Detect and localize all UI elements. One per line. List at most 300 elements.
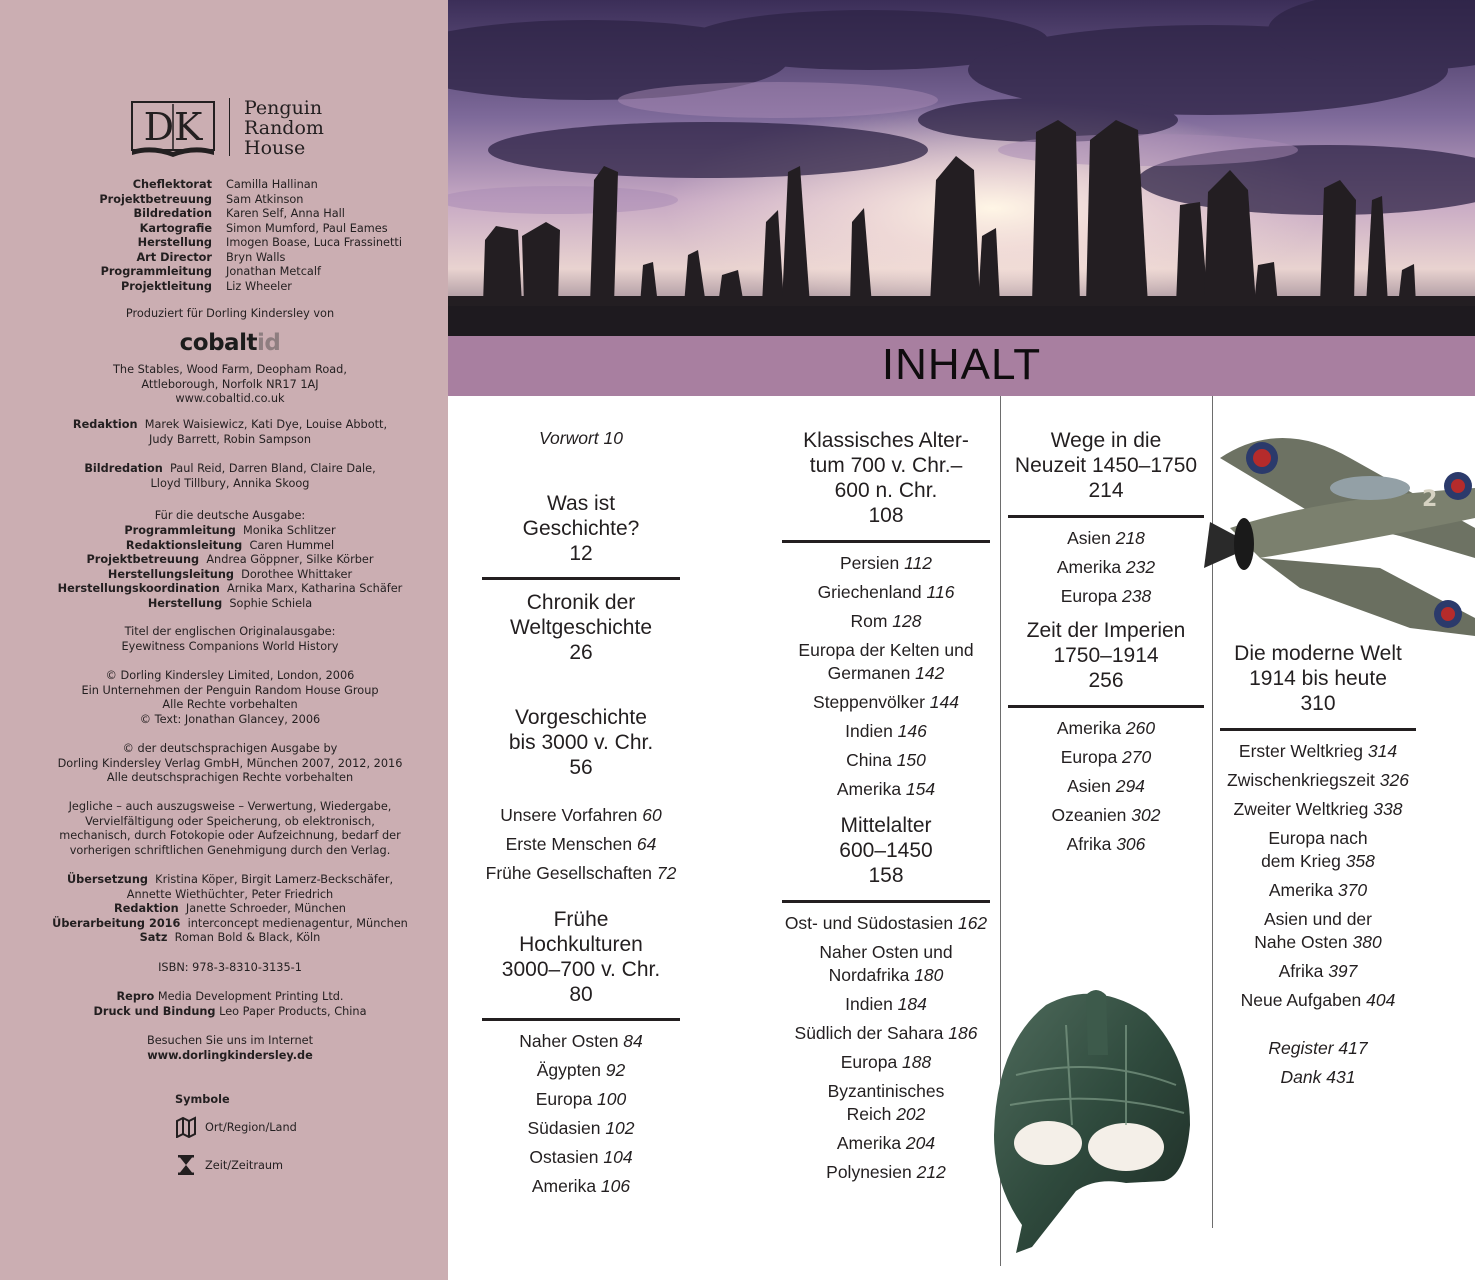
credit-role: Herstellungskoordination — [57, 582, 220, 595]
entry-title: Persien — [839, 553, 905, 573]
entry-title: Europa — [1060, 747, 1123, 767]
toc-entry[interactable] — [782, 778, 990, 801]
toc-entry[interactable] — [1220, 769, 1416, 792]
symbol-label: Zeit/Zeitraum — [205, 1158, 284, 1172]
section-title-line: Zeit der Imperien — [1026, 619, 1186, 642]
toc-section-mittelalter[interactable] — [782, 813, 990, 888]
entry-title: Byzantinisches — [827, 1081, 945, 1101]
toc-entry[interactable] — [782, 749, 990, 772]
entry-title: Steppenvölker — [813, 692, 930, 712]
section-rule — [1008, 515, 1204, 518]
entry-page: 180 — [914, 965, 944, 985]
credit-row — [0, 207, 448, 222]
entry-page: 302 — [1131, 805, 1161, 825]
copyright-line: Dorling Kindersley Verlag GmbH, München 2007, 2012, 2016 — [57, 756, 403, 770]
redaktion-names: Judy Barrett, Robin Sampson — [149, 432, 311, 446]
credit-name: interconcept medienagentur, München — [187, 916, 408, 930]
entry-title: Amerika — [1268, 880, 1338, 900]
symbol-map — [175, 1116, 297, 1138]
entry-page: 238 — [1122, 586, 1152, 606]
entry-title: Ostasien — [529, 1147, 604, 1167]
credit-name: Bryn Walls — [226, 250, 286, 264]
entry-page: 404 — [1366, 990, 1396, 1010]
toc-entry[interactable] — [1008, 585, 1204, 608]
section-title-line: Frühe — [553, 908, 609, 931]
entry-title: Reich — [846, 1104, 897, 1124]
section-title-line: tum 700 v. Chr.– — [809, 454, 963, 477]
toc-entry[interactable] — [482, 804, 680, 827]
section-title-line: Neuzeit 1450–1750 — [1014, 454, 1198, 477]
website-link[interactable]: www.dorlingkindersley.de — [147, 1048, 313, 1062]
credit-name: Monika Schlitzer — [243, 524, 336, 537]
bildredation-label: Bildredation — [84, 462, 163, 475]
entry-page: 146 — [897, 721, 927, 741]
toc-section-fruehe-hochkulturen[interactable] — [482, 907, 680, 1007]
entry-page: 100 — [597, 1089, 627, 1109]
logo-divider — [229, 98, 230, 156]
credit-role: Herstellung — [137, 236, 212, 249]
toc-entry[interactable] — [782, 1080, 990, 1126]
cobalt-address — [40, 363, 420, 407]
bildredation-names: Lloyd Tillbury, Annika Skoog — [150, 476, 310, 490]
toc-column-1 — [482, 428, 680, 1204]
section-title-line: Vorgeschichte — [515, 706, 647, 729]
hourglass-icon — [175, 1154, 197, 1176]
entry-page: 142 — [915, 663, 945, 683]
credit-role: Programmleitung — [100, 265, 212, 278]
visit-text: Besuchen Sie uns im Internet — [146, 1034, 314, 1047]
toc-entry[interactable] — [782, 552, 990, 575]
credit-name: Janette Schroeder, München — [185, 902, 346, 915]
toc-entry[interactable] — [1008, 833, 1204, 856]
entry-page: 184 — [897, 994, 927, 1014]
credit-role: Überarbeitung 2016 — [52, 916, 181, 930]
entry-title: Zweiter Weltkrieg — [1233, 799, 1374, 819]
toc-entry[interactable] — [782, 581, 990, 604]
entries-fruehe-hochkulturen — [482, 1030, 680, 1198]
entry-title: Ost- und Südostasien — [784, 913, 958, 933]
entry-title: Amerika — [836, 779, 906, 799]
toc-entry[interactable] — [1008, 527, 1204, 550]
symbol-hourglass — [175, 1154, 283, 1176]
toc-entry[interactable] — [482, 1088, 680, 1111]
toc-entry[interactable] — [782, 993, 990, 1016]
address-url: www.cobaltid.co.uk — [175, 392, 285, 405]
entry-page: 150 — [896, 750, 926, 770]
credit-role: Redaktion — [114, 902, 179, 915]
credit-role: Herstellung — [147, 596, 223, 610]
credit-name: Arnika Marx, Katharina Schäfer — [226, 582, 403, 595]
entry-page: 102 — [605, 1118, 635, 1138]
credit-name: Dorothee Whittaker — [241, 567, 353, 581]
entry-title: Ägypten — [536, 1060, 606, 1080]
copyright-line: © der deutschsprachigen Ausgabe by — [122, 742, 338, 755]
produced-for: Produziert für Dorling Kindersley von — [125, 307, 335, 320]
toc-section-vorgeschichte[interactable] — [482, 705, 680, 780]
credit-row — [0, 280, 448, 295]
entry-title: Unsere Vorfahren — [500, 805, 643, 825]
copyright-line: Alle deutschsprachigen Rechte vorbehalten — [106, 771, 354, 784]
credit-role: Projektleitung — [120, 279, 212, 293]
entry-page: 144 — [929, 692, 959, 712]
entry-title: Europa der Kelten und — [798, 640, 974, 660]
repro-label: Repro — [116, 990, 155, 1003]
section-title-line: Geschichte? — [522, 517, 640, 540]
section-title-line: Hochkulturen — [519, 933, 643, 956]
entry-title: Griechenland — [817, 582, 927, 602]
prh-line-3: House — [244, 137, 306, 159]
copyright-line: Ein Unternehmen der Penguin Random House Group — [81, 683, 379, 697]
toc-entry[interactable] — [482, 833, 680, 856]
aircraft-marking: 2 — [1422, 487, 1438, 512]
section-page: 56 — [569, 756, 593, 779]
redaktion-names: Marek Waisiewicz, Kati Dye, Louise Abbott, — [144, 418, 388, 431]
entry-page: 162 — [957, 913, 988, 933]
cobalt-wordmark: cobalt — [179, 330, 257, 356]
section-page: 80 — [569, 983, 593, 1006]
entry-page: 338 — [1373, 799, 1403, 819]
toc-entry[interactable] — [482, 1030, 680, 1053]
entry-title: Ozeanien — [1051, 805, 1132, 825]
entry-title: Indien — [845, 994, 898, 1014]
entry-page: 326 — [1379, 770, 1409, 790]
entry-page: 154 — [905, 779, 936, 799]
contents-banner — [448, 336, 1475, 396]
credit-role: Projektbetreuung — [86, 553, 200, 566]
credit-row — [40, 917, 420, 932]
section-title-line: Weltgeschichte — [509, 616, 653, 639]
original-title — [40, 625, 420, 654]
german-credits — [40, 524, 420, 611]
entry-page: 112 — [904, 553, 933, 573]
uk-credits — [0, 178, 448, 294]
printing-credits — [40, 990, 420, 1019]
copyright-line: Alle Rechte vorbehalten — [162, 698, 298, 711]
credit-name: Karen Self, Anna Hall — [226, 207, 345, 220]
entry-title: Europa — [535, 1089, 598, 1109]
imprint-column — [0, 0, 448, 1280]
print-name: Leo Paper Products, China — [219, 1004, 367, 1018]
section-title-line: Klassisches Alter- — [803, 429, 969, 452]
toc-entry[interactable] — [1220, 879, 1416, 902]
entry-title: Indien — [845, 721, 898, 741]
entry-title: Neue Aufgaben — [1240, 990, 1367, 1010]
toc-section-wege-in-die-neuzeit[interactable] — [1008, 428, 1204, 503]
section-title-line: 3000–700 v. Chr. — [501, 958, 661, 981]
credit-name: Jonathan Metcalf — [226, 265, 321, 278]
entries-moderne-welt — [1220, 740, 1416, 1012]
section-rule — [1220, 728, 1416, 731]
entry-title: Europa nach — [1268, 828, 1368, 848]
entry-title: Asien — [1067, 776, 1116, 796]
entry-page: 202 — [896, 1104, 926, 1124]
toc-section-chronik[interactable] — [482, 590, 680, 665]
entry-title: Nahe Osten — [1254, 932, 1353, 952]
legal-line: Jegliche – auch auszugsweise – Verwertung, Wiedergabe, — [68, 800, 392, 813]
entries-zeit-der-imperien — [1008, 717, 1204, 856]
copyright-uk — [40, 669, 420, 727]
prh-line-2: Random — [244, 117, 324, 139]
entry-page: 188 — [902, 1052, 932, 1072]
entry-title: Erster Weltkrieg — [1238, 741, 1368, 761]
credit-name: Liz Wheeler — [226, 279, 292, 293]
entry-page: 218 — [1115, 528, 1145, 548]
cobaltid-logo — [0, 330, 460, 356]
credit-name: Sam Atkinson — [226, 192, 304, 206]
toc-register[interactable]: Register 417 — [1268, 1038, 1368, 1058]
entry-title: Europa — [1060, 586, 1123, 606]
contents-title: INHALT — [881, 340, 1042, 389]
copyright-line: © Dorling Kindersley Limited, London, 2006 — [105, 669, 355, 682]
credit-row — [40, 888, 420, 903]
section-page: 108 — [868, 504, 904, 527]
entry-page: 92 — [605, 1060, 626, 1080]
credit-name: Kristina Köper, Birgit Lamerz-Beckschäfer, — [155, 873, 394, 886]
helmet-illustration — [976, 985, 1206, 1253]
toc-dank[interactable]: Dank 431 — [1280, 1067, 1356, 1087]
address-line: The Stables, Wood Farm, Deopham Road, — [113, 363, 347, 376]
entry-title: Amerika — [1056, 557, 1126, 577]
toc-entry[interactable] — [482, 862, 680, 885]
entry-page: 380 — [1352, 932, 1382, 952]
section-title-line: Chronik der — [526, 591, 636, 614]
toc-section-zeit-der-imperien[interactable] — [1008, 618, 1204, 693]
dk-letters: DK — [143, 105, 203, 149]
credit-row — [40, 931, 420, 946]
entry-page: 314 — [1367, 741, 1398, 761]
toc-entry[interactable] — [1220, 740, 1416, 763]
address-line: Attleborough, Norfolk NR17 1AJ — [141, 377, 319, 391]
toc-entry[interactable] — [1008, 775, 1204, 798]
toc-entry[interactable] — [782, 639, 990, 685]
toc-entry[interactable] — [1008, 804, 1204, 827]
credit-row — [40, 902, 420, 917]
publisher-logo — [130, 98, 360, 160]
credit-name: Simon Mumford, Paul Eames — [226, 221, 388, 235]
entry-title: Amerika — [531, 1176, 601, 1196]
standing-stones-photo — [448, 0, 1475, 336]
entry-title: Erste Menschen — [505, 834, 637, 854]
entry-title: dem Krieg — [1261, 851, 1346, 871]
entry-title: Asien und der — [1264, 909, 1372, 929]
credit-row — [0, 178, 448, 193]
toc-entry[interactable] — [1220, 989, 1416, 1012]
entry-page: 358 — [1345, 851, 1375, 871]
entry-title: Rom — [850, 611, 893, 631]
entry-title: Südlich der Sahara — [794, 1023, 949, 1043]
credit-role: Programmleitung — [124, 524, 236, 537]
toc-entry[interactable] — [1220, 827, 1416, 873]
toc-entry[interactable] — [782, 941, 990, 987]
section-title-line: 1914 bis heute — [1249, 667, 1387, 690]
section-title-line: Die moderne Welt — [1234, 642, 1402, 665]
isbn: ISBN: 978-3-8310-3135-1 — [158, 961, 302, 974]
entry-page: 397 — [1328, 961, 1358, 981]
toc-vorwort[interactable]: Vorwort 10 — [539, 428, 623, 448]
toc-entry[interactable] — [782, 1022, 990, 1045]
penguin-random-house-wordmark — [244, 98, 324, 158]
legal-line: Vervielfältigung oder Speicherung, ob elektronisch, — [85, 814, 375, 828]
entry-page: 116 — [926, 582, 955, 602]
entry-title: Polynesien — [826, 1162, 917, 1182]
credit-role: Satz — [139, 931, 168, 944]
credit-name: Roman Bold & Black, Köln — [174, 931, 321, 944]
credit-name: Sophie Schiela — [229, 596, 313, 610]
credit-row — [40, 568, 420, 583]
entry-title: Nordafrika — [828, 965, 915, 985]
credit-role: Kartografie — [139, 221, 212, 235]
bildredation-names: Paul Reid, Darren Bland, Claire Dale, — [169, 462, 376, 475]
entry-page: 294 — [1115, 776, 1145, 796]
section-title-line: Was ist — [546, 492, 616, 515]
entry-title: Amerika — [1056, 718, 1126, 738]
entry-title: Afrika — [1066, 834, 1117, 854]
toc-entry[interactable] — [482, 1146, 680, 1169]
entry-title: Zwischenkriegszeit — [1227, 770, 1380, 790]
entries-vorgeschichte — [482, 804, 680, 885]
entry-title: Frühe Gesellschaften — [485, 863, 657, 883]
copyright-de — [40, 742, 420, 786]
section-page: 26 — [569, 641, 593, 664]
toc-entry[interactable] — [1008, 746, 1204, 769]
repro-name: Media Development Printing Ltd. — [157, 990, 344, 1003]
entry-title: Europa — [840, 1052, 903, 1072]
section-rule — [482, 1018, 680, 1021]
toc-entry[interactable] — [782, 720, 990, 743]
toc-column-4 — [1220, 641, 1416, 1088]
toc-entry[interactable] — [782, 1132, 990, 1155]
toc-entry[interactable] — [482, 1117, 680, 1140]
legal-notice — [40, 800, 420, 858]
credit-row — [0, 222, 448, 237]
credit-row — [0, 193, 448, 208]
section-title-line: Mittelalter — [840, 814, 932, 837]
credit-role: Cheflektorat — [132, 178, 212, 191]
prh-line-1: Penguin — [244, 97, 323, 119]
credit-row — [40, 539, 420, 554]
toc-entry[interactable] — [1008, 717, 1204, 740]
legal-line: mechanisch, durch Fotokopie oder Aufzeichnung, bedarf der — [59, 829, 401, 842]
id-wordmark: id — [256, 330, 281, 356]
symbol-label: Ort/Region/Land — [205, 1120, 297, 1134]
section-title-line: 600 n. Chr. — [834, 479, 938, 502]
toc-section-was-ist-geschichte[interactable] — [482, 491, 680, 566]
section-rule — [782, 900, 990, 903]
section-rule — [782, 540, 990, 543]
toc-column-2 — [782, 428, 990, 1190]
spitfire-illustration — [1200, 418, 1475, 636]
entry-title: Germanen — [827, 663, 916, 683]
original-title-line: Titel der englischen Originalausgabe: — [124, 625, 336, 638]
entry-title: Naher Osten — [519, 1031, 624, 1051]
entry-page: 260 — [1125, 718, 1156, 738]
credit-role: Bildredation — [133, 207, 212, 220]
section-rule — [482, 577, 680, 580]
entry-page: 270 — [1122, 747, 1152, 767]
toc-entry[interactable] — [482, 1175, 680, 1198]
toc-entry[interactable] — [1220, 908, 1416, 954]
section-page: 12 — [569, 542, 593, 565]
credit-row — [40, 524, 420, 539]
section-title-line: 1750–1914 — [1053, 644, 1159, 667]
credit-name: Imogen Boase, Luca Frassinetti — [226, 236, 402, 249]
entry-page: 212 — [916, 1162, 946, 1182]
entry-page: 106 — [600, 1176, 631, 1196]
entry-title: China — [846, 750, 897, 770]
credit-role: Herstellungsleitung — [107, 567, 234, 581]
entries-wege-in-die-neuzeit — [1008, 527, 1204, 608]
credit-row — [40, 873, 420, 888]
website-block — [40, 1034, 420, 1063]
toc-entry[interactable] — [782, 912, 990, 935]
entry-title: Naher Osten und — [819, 942, 953, 962]
toc-entry[interactable] — [1220, 798, 1416, 821]
toc-entry[interactable] — [782, 691, 990, 714]
credit-role: Redaktionsleitung — [125, 538, 243, 552]
credit-row — [0, 265, 448, 280]
credit-role: Art Director — [136, 250, 212, 264]
legal-line: vorherigen schriftlichen Genehmigung durch den Verlag. — [69, 843, 391, 857]
toc-column-3 — [1008, 428, 1204, 862]
entry-page: 84 — [623, 1031, 643, 1051]
entry-page: 232 — [1125, 557, 1156, 577]
dk-book-icon — [130, 98, 216, 158]
section-page: 256 — [1088, 669, 1124, 692]
redaktion-credit — [40, 418, 420, 447]
credit-name: Caren Hummel — [249, 538, 335, 552]
toc-entry[interactable] — [1008, 556, 1204, 579]
credit-name: Camilla Hallinan — [226, 178, 318, 191]
entry-page: 128 — [892, 611, 922, 631]
section-page: 158 — [868, 864, 904, 887]
entry-title: Asien — [1067, 528, 1116, 548]
section-rule — [1008, 705, 1204, 708]
credit-role: Übersetzung — [66, 873, 148, 886]
toc-entry[interactable] — [782, 610, 990, 633]
toc-entry[interactable] — [782, 1161, 990, 1184]
entry-page: 64 — [636, 834, 657, 854]
redaktion-label: Redaktion — [72, 418, 138, 431]
print-label: Druck und Bindung — [93, 1004, 216, 1018]
translation-credits — [40, 873, 420, 946]
toc-section-klassisches-altertum[interactable] — [782, 428, 990, 528]
section-title-line: bis 3000 v. Chr. — [508, 731, 654, 754]
german-edition-label: Für die deutsche Ausgabe: — [154, 509, 306, 522]
toc-entry[interactable] — [782, 1051, 990, 1074]
section-title-line: Wege in die — [1050, 429, 1162, 452]
entry-page: 104 — [603, 1147, 633, 1167]
symbols-title: Symbole — [175, 1093, 230, 1106]
section-title-line: 600–1450 — [839, 839, 933, 862]
entry-title: Amerika — [836, 1133, 906, 1153]
entry-page: 186 — [948, 1023, 978, 1043]
entry-title: Südasien — [527, 1118, 606, 1138]
entry-page: 306 — [1116, 834, 1146, 854]
entry-page: 370 — [1337, 880, 1368, 900]
section-page: 310 — [1300, 692, 1336, 715]
toc-entry[interactable] — [1220, 960, 1416, 983]
toc-section-moderne-welt[interactable] — [1220, 641, 1416, 716]
credit-name: Annette Wiethüchter, Peter Friedrich — [126, 887, 334, 901]
toc-entry[interactable] — [482, 1059, 680, 1082]
map-icon — [175, 1116, 197, 1138]
bildredation-credit — [40, 462, 420, 491]
credit-row — [40, 582, 420, 597]
original-title-line: Eyewitness Companions World History — [121, 639, 339, 653]
entries-mittelalter — [782, 912, 990, 1184]
credit-row — [40, 597, 420, 612]
entry-page: 72 — [656, 863, 677, 883]
